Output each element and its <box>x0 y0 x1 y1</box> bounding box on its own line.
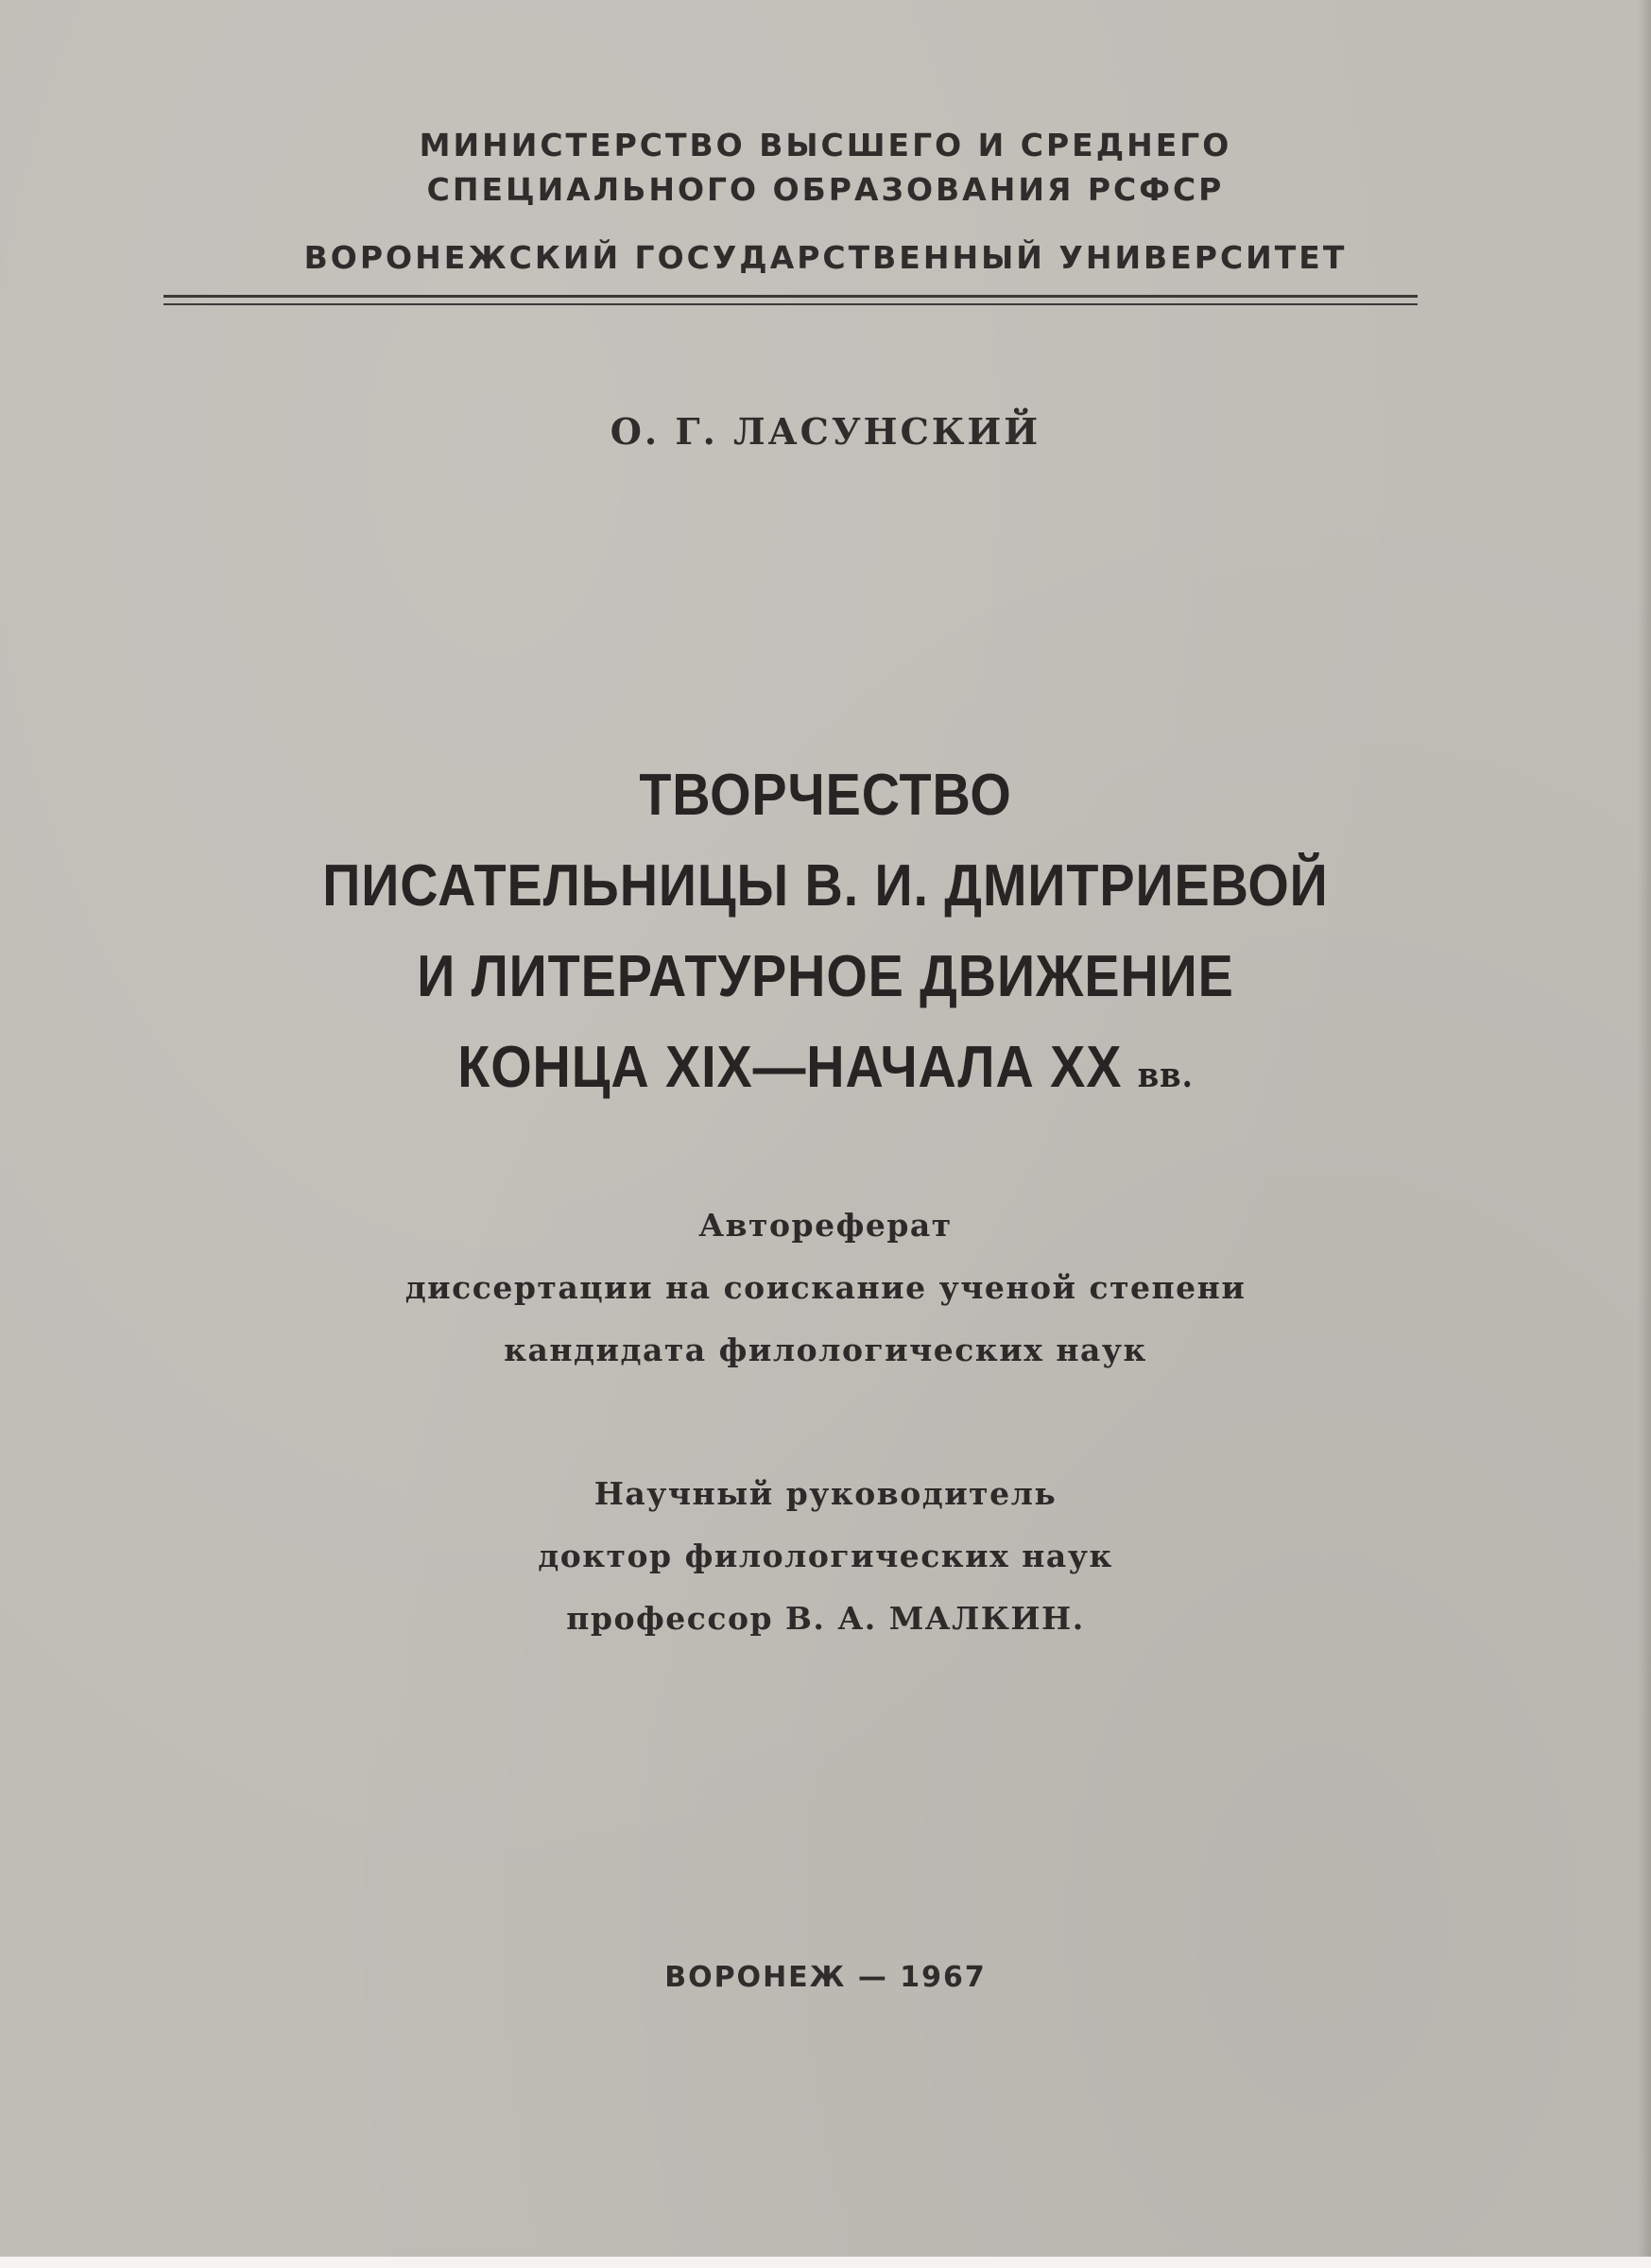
supervisor-line-2: доктор филологических наук <box>538 1538 1113 1574</box>
header-rule-top <box>163 295 1418 298</box>
title-line-4 <box>82 1034 1568 1101</box>
university-name: ВОРОНЕЖСКИЙ ГОСУДАРСТВЕННЫЙ УНИВЕРСИТЕТ <box>303 239 1348 276</box>
header-rule-bottom <box>163 303 1418 305</box>
author-name: О. Г. ЛАСУНСКИЙ <box>610 410 1041 453</box>
page-edge-shadow <box>1638 0 1651 2268</box>
abstract-line-1: Автореферат <box>698 1207 953 1244</box>
abstract-line-3: кандидата филологических наук <box>504 1332 1147 1368</box>
title-line-3: И ЛИТЕРАТУРНОЕ ДВИЖЕНИЕ <box>417 944 1234 1009</box>
ministry-line-1: МИНИСТЕРСТВО ВЫСШЕГО И СРЕДНЕГО <box>419 127 1232 163</box>
abstract-line-2: диссертации на соискание ученой степени <box>404 1269 1247 1306</box>
title-line-4-suffix: вв. <box>1137 1056 1194 1095</box>
supervisor-line-3: профессор В. А. МАЛКИН. <box>566 1600 1085 1637</box>
ministry-line-2: СПЕЦИАЛЬНОГО ОБРАЗОВАНИЯ РСФСР <box>426 171 1225 208</box>
page-bottom-margin <box>0 2257 1651 2268</box>
supervisor-line-1: Научный руководитель <box>593 1475 1058 1512</box>
imprint: ВОРОНЕЖ — 1967 <box>664 1961 987 1994</box>
title-line-2: ПИСАТЕЛЬНИЦЫ В. И. ДМИТРИЕВОЙ <box>322 853 1329 919</box>
title-line-4-main: КОНЦА XIX—НАЧАЛА XX <box>457 1035 1123 1100</box>
title-line-1: ТВОРЧЕСТВО <box>639 763 1012 828</box>
